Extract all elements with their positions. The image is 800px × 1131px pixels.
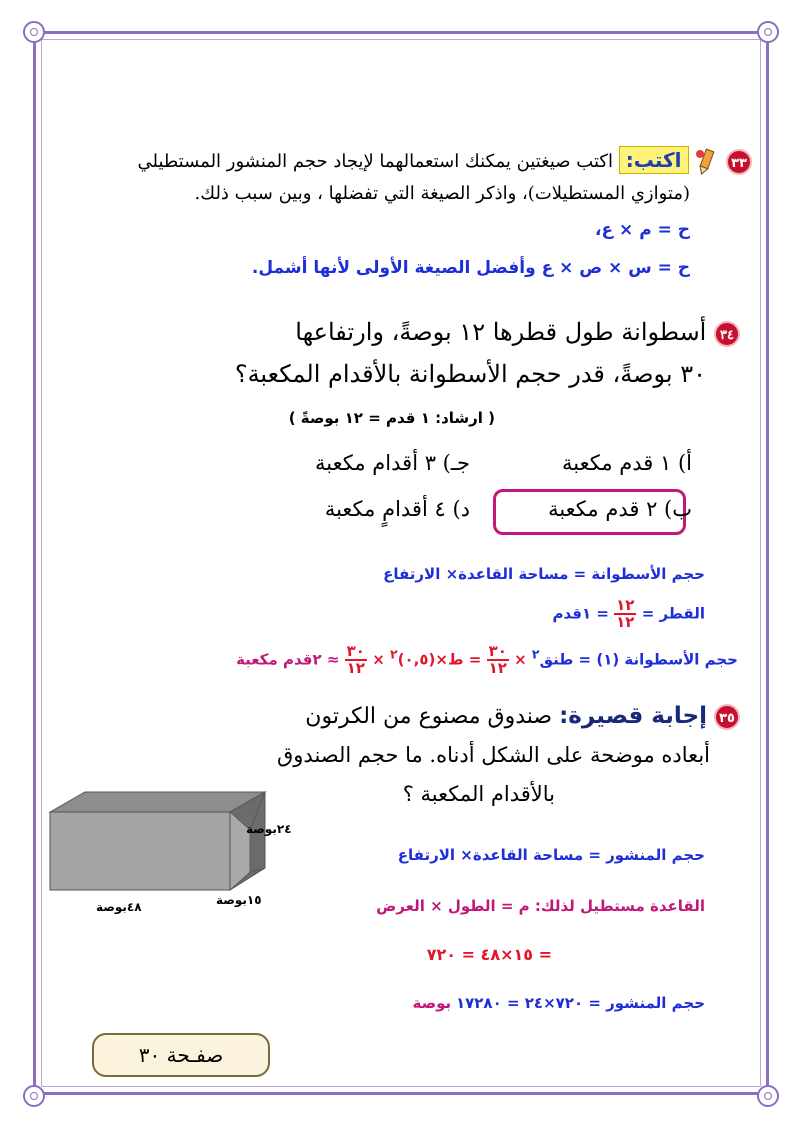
q34-choice-d: د) ٤ أقدامٍ مكعبة [324, 497, 470, 521]
q35-solution-line4: حجم المنشور = ٧٢٠×٢٤ = ١٧٢٨٠ بوصة [412, 994, 705, 1012]
fraction: $\frac{٣٠}{١٢}$ [488, 642, 507, 677]
q34-text-line1: أسطوانة طول قطرها ١٢ بوصةً، وارتفاعها [295, 318, 707, 346]
q35-text-line2: أبعاده موضحة على الشكل أدناه. ما حجم الصندوق [277, 743, 710, 767]
q35-solution-line2: القاعدة مستطيل لذلك: م = الطول × العرض [376, 897, 705, 915]
pencil-icon [694, 148, 720, 176]
frame-corner-ornament [757, 1085, 779, 1107]
q33-answer2: ح = س × ص × ع وأفضل الصيغة الأولى لأنها أشمل. [251, 258, 690, 278]
q34-text-line2: ٣٠ بوصةً، قدر حجم الأسطوانة بالأقدام المكعبة؟ [234, 360, 706, 388]
page-number: صفـحة ٣٠ [92, 1033, 270, 1077]
cardboard-box-illustration [40, 790, 270, 902]
q35-text-line3: بالأقدام المكعبة ؟ [402, 782, 555, 806]
q33-answer1: ح = م × ع، [595, 220, 690, 240]
box-height-label: ٢٤بوصة [246, 822, 292, 836]
fraction: $\frac{٣٠}{١٢}$ [346, 642, 365, 677]
q34-solution-line3: حجم الأسطوانة (١) = طنق$^٢$ × $\frac{٣٠}{١٢}$ = ط×(٠,٥)$^٢$ × $\frac{٣٠}{١٢}$ ≈ ٢قدم مكعبة [236, 642, 738, 677]
box-width-label: ١٥بوصة [216, 893, 262, 907]
q35-text-line1: صندوق مصنوع من الكرتون [305, 704, 553, 729]
frame-corner-ornament [23, 21, 45, 43]
q34-choice-b: ب) ٢ قدم مكعبة [548, 497, 692, 521]
q35-line1 [305, 703, 740, 730]
q33-line1 [138, 146, 752, 176]
q34-hint: ( ارشاد: ١ قدم = ١٢ بوصةً ) [288, 409, 495, 427]
q34-choice-c: جـ) ٣ أقدام مكعبة [315, 451, 470, 475]
q35-solution-line3: = ١٥×٤٨ = ٧٢٠ [426, 945, 552, 964]
box-length-label: ٤٨بوصة [96, 900, 142, 914]
question-number-badge: ٣٣ [726, 149, 752, 175]
q33-text-line2: (متوازي المستطيلات)، واذكر الصيغة التي تفضلها ، وبين سبب ذلك. [194, 183, 690, 204]
question-number-badge: ٣٥ [714, 704, 740, 730]
q33-text-line1: اكتب صيغتين يمكنك استعمالهما لإيجاد حجم المنشور المستطيلي [137, 151, 613, 172]
fraction: $\frac{١٢}{١٢}$ [616, 596, 635, 631]
frame-corner-ornament [23, 1085, 45, 1107]
q34-solution-line2: القطر = $\frac{١٢}{١٢}$ = ١قدم [552, 596, 705, 631]
frame-corner-ornament [757, 21, 779, 43]
q35-solution-line1: حجم المنشور = مساحة القاعدة× الارتفاع [397, 846, 705, 864]
q34-solution-line1: حجم الأسطوانة = مساحة القاعدة× الارتفاع [383, 565, 705, 583]
short-answer-title: إجابة قصيرة: [559, 703, 707, 729]
write-tag: اكتب: [619, 146, 689, 174]
q34-line1 [295, 318, 740, 347]
q34-choice-a: أ) ١ قدم مكعبة [562, 451, 692, 475]
question-number-badge: ٣٤ [714, 321, 740, 347]
